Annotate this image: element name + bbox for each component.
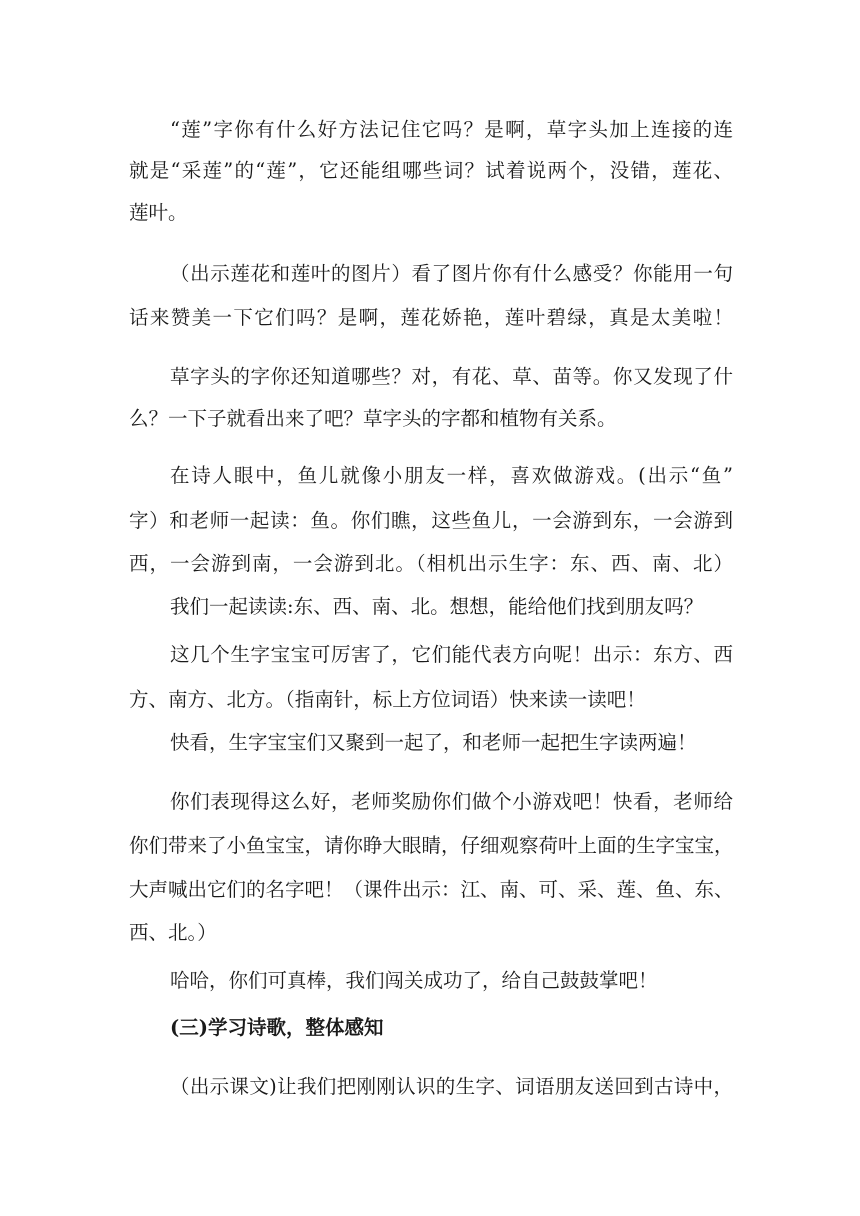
paragraph-line: 西、北。） <box>129 921 217 944</box>
paragraph-line: （出示莲花和莲叶的图片）看了图片你有什么感受？你能用一句 <box>170 262 733 285</box>
paragraph-line: 话来赞美一下它们吗？是啊，莲花娇艳，莲叶碧绿，真是太美啦！ <box>129 306 733 329</box>
document-page <box>129 0 733 1216</box>
paragraph-line: 这几个生字宝宝可厉害了，它们能代表方向呢！出示：东方、西 <box>170 643 733 666</box>
paragraph-line: 快看，生字宝宝们又聚到一起了，和老师一起把生字读两遍！ <box>170 731 697 754</box>
paragraph-line: 你们带来了小鱼宝宝，请你睁大眼睛，仔细观察荷叶上面的生字宝宝， <box>129 834 734 857</box>
paragraph-line: 大声喊出它们的名字吧！（课件出示：江、南、可、采、莲、鱼、东、 <box>129 878 734 901</box>
paragraph-line: 草字头的字你还知道哪些？对，有花、草、苗等。你又发现了什 <box>170 365 733 388</box>
paragraph-line: 在诗人眼中，鱼儿就像小朋友一样，喜欢做游戏。(出示“鱼” <box>170 464 733 487</box>
paragraph-line: 字）和老师一起读：鱼。你们瞧，这些鱼儿，一会游到东，一会游到 <box>129 509 733 532</box>
paragraph-line: 莲叶。 <box>129 201 188 224</box>
paragraph-line: 方、南方、北方。（指南针，标上方位词语）快来读一读吧！ <box>129 688 646 711</box>
paragraph-line: 么？一下子就看出来了吧？草字头的字都和植物有关系。 <box>129 407 617 430</box>
paragraph-line: 哈哈，你们可真棒，我们闯关成功了，给自己鼓鼓掌吧！ <box>170 969 658 992</box>
paragraph-line: 我们一起读读:东、西、南、北。想想，能给他们找到朋友吗？ <box>170 595 704 618</box>
paragraph-line: 西，一会游到南，一会游到北。（相机出示生字：东、西、南、北） <box>129 552 733 575</box>
paragraph-line: 就是“采莲”的“莲”，它还能组哪些词？试着说两个，没错，莲花、 <box>129 159 733 182</box>
paragraph-line: （出示课文)让我们把刚刚认识的生字、词语朋友送回到古诗中， <box>170 1075 733 1098</box>
paragraph-line: 你们表现得这么好，老师奖励你们做个小游戏吧！快看，老师给 <box>170 790 733 813</box>
paragraph-line: “莲”字你有什么好方法记住它吗？是啊，草字头加上连接的连 <box>170 118 733 141</box>
section-heading: (三)学习诗歌，整体感知 <box>170 1016 384 1039</box>
